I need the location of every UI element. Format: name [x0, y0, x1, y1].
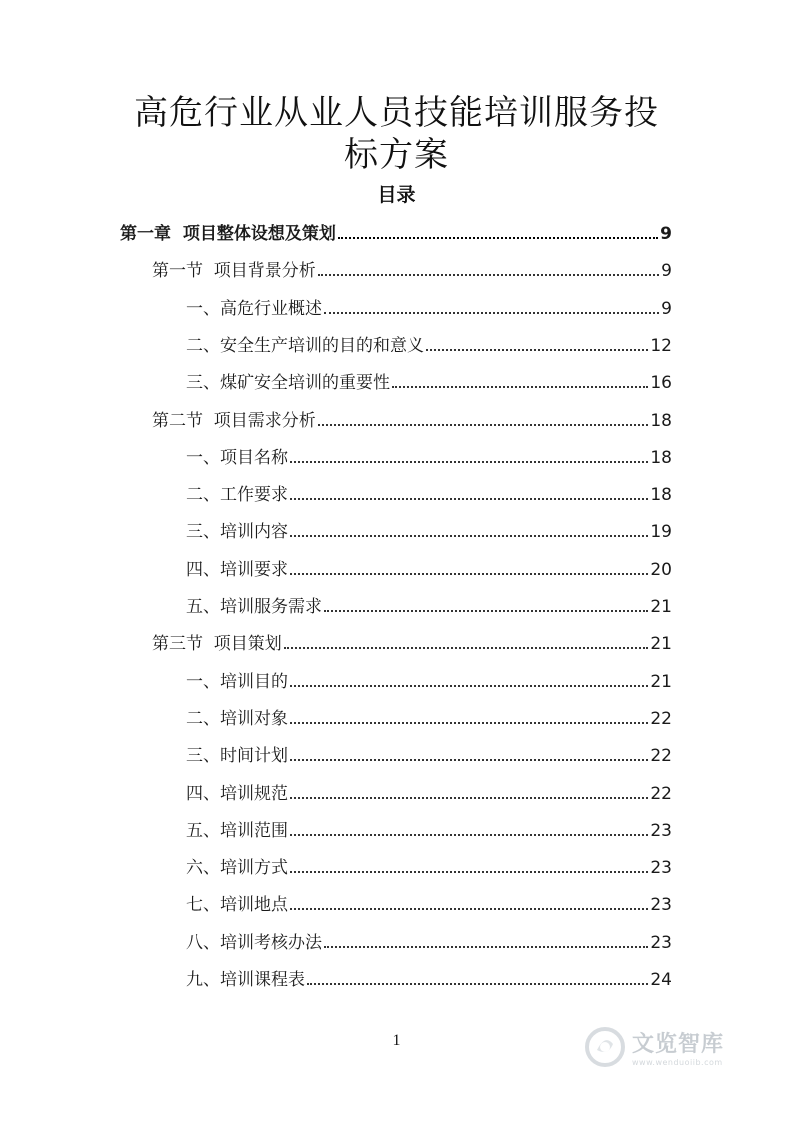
toc-entry[interactable]: [120, 218, 672, 244]
document-title: [0, 92, 793, 176]
toc-dot-leader: [290, 498, 648, 500]
toc-entry-page: 18: [650, 485, 672, 505]
toc-dot-leader: [290, 722, 648, 724]
toc-entry-label: 四、培训要求: [186, 560, 288, 580]
toc-entry[interactable]: [186, 927, 672, 953]
page-number: 1: [392, 1032, 401, 1049]
toc-entry[interactable]: [186, 479, 672, 505]
toc-entry[interactable]: [186, 703, 672, 729]
toc-entry-label: 二、安全生产培训的目的和意义: [186, 336, 424, 356]
toc-entry-label: 三、培训内容: [186, 522, 288, 542]
toc-entry-page: 21: [650, 597, 672, 617]
document-title-line-2: 标方案: [344, 135, 449, 175]
toc-entry-label: 三、时间计划: [186, 746, 288, 766]
toc-entry[interactable]: [186, 367, 672, 393]
toc-entry-page: 21: [650, 672, 672, 692]
toc-dot-leader: [318, 274, 659, 276]
toc-entry[interactable]: [186, 293, 672, 319]
toc-entry-label: 一、高危行业概述: [186, 299, 322, 319]
toc-dot-leader: [290, 834, 648, 836]
document-title-line-1: 高危行业从业人员技能培训服务投: [134, 93, 659, 133]
toc-dot-leader: [290, 685, 648, 687]
toc-dot-leader: [307, 983, 648, 985]
toc-dot-leader: [324, 610, 648, 612]
logo-icon: [584, 1026, 626, 1068]
toc-entry-page: 24: [650, 970, 672, 990]
toc-dot-leader: [324, 312, 659, 314]
toc-entry[interactable]: [152, 405, 672, 431]
toc-dot-leader: [338, 237, 658, 239]
toc-entry[interactable]: [186, 740, 672, 766]
toc-dot-leader: [290, 461, 648, 463]
toc-dot-leader: [290, 535, 648, 537]
toc-entry-page: 12: [650, 336, 672, 356]
toc-entry-page: 23: [650, 858, 672, 878]
toc-entry[interactable]: [186, 778, 672, 804]
toc-entry-label: 五、培训服务需求: [186, 597, 322, 617]
toc-entry-page: 18: [650, 448, 672, 468]
toc-entry[interactable]: [186, 442, 672, 468]
toc-entry-label: 一、培训目的: [186, 672, 288, 692]
toc-entry-label: 第二节 项目需求分析: [152, 411, 316, 431]
toc-entry-page: 9: [661, 299, 672, 319]
toc-entry-page: 23: [650, 933, 672, 953]
toc-dot-leader: [290, 797, 648, 799]
toc-entry[interactable]: [186, 852, 672, 878]
toc-entry-label: 一、项目名称: [186, 448, 288, 468]
toc-entry[interactable]: [186, 591, 672, 617]
toc-entry-label: 五、培训范围: [186, 821, 288, 841]
toc-heading: 目录: [377, 184, 416, 206]
toc-entry[interactable]: [186, 330, 672, 356]
toc-dot-leader: [290, 573, 648, 575]
toc-dot-leader: [290, 759, 648, 761]
toc-entry-page: 23: [650, 895, 672, 915]
toc-dot-leader: [290, 908, 648, 910]
toc-dot-leader: [318, 424, 649, 426]
toc-entry-label: 九、培训课程表: [186, 970, 305, 990]
toc-entry-label: 二、培训对象: [186, 709, 288, 729]
toc-entry-page: 9: [660, 224, 672, 244]
toc-entry[interactable]: [152, 628, 672, 654]
toc-entry-label: 七、培训地点: [186, 895, 288, 915]
watermark-brand-url: www.wenduoiib.com: [632, 1058, 723, 1067]
toc-entry-label: 第一节 项目背景分析: [152, 261, 316, 281]
toc-entry[interactable]: [186, 964, 672, 990]
toc-entry-page: 23: [650, 821, 672, 841]
toc-entry[interactable]: [186, 516, 672, 542]
watermark: [584, 1018, 754, 1076]
toc-entry-label: 三、煤矿安全培训的重要性: [186, 373, 390, 393]
toc-entry[interactable]: [152, 255, 672, 281]
toc-dot-leader: [290, 871, 648, 873]
toc-entry-page: 19: [650, 522, 672, 542]
toc-dot-leader: [392, 386, 648, 388]
toc-entry[interactable]: [186, 889, 672, 915]
toc-entry-label: 六、培训方式: [186, 858, 288, 878]
toc-entry-page: 16: [650, 373, 672, 393]
toc-dot-leader: [324, 946, 648, 948]
toc-entry-page: 22: [650, 784, 672, 804]
toc-entry-label: 第一章 项目整体设想及策划: [120, 224, 336, 244]
toc-entry[interactable]: [186, 666, 672, 692]
toc-entry-page: 22: [650, 709, 672, 729]
toc-entry-label: 八、培训考核办法: [186, 933, 322, 953]
watermark-brand-name: 文览智库: [632, 1032, 725, 1057]
toc-entry-label: 四、培训规范: [186, 784, 288, 804]
toc-dot-leader: [284, 647, 649, 649]
toc-entry-label: 第三节 项目策划: [152, 634, 282, 654]
toc-entry[interactable]: [186, 554, 672, 580]
toc-entry-page: 20: [650, 560, 672, 580]
toc-entry-page: 9: [661, 261, 672, 281]
toc-dot-leader: [426, 349, 648, 351]
toc-entry-page: 18: [650, 411, 672, 431]
toc-entry-page: 21: [650, 634, 672, 654]
toc-entry-page: 22: [650, 746, 672, 766]
toc-entry-label: 二、工作要求: [186, 485, 288, 505]
toc-entry[interactable]: [186, 815, 672, 841]
